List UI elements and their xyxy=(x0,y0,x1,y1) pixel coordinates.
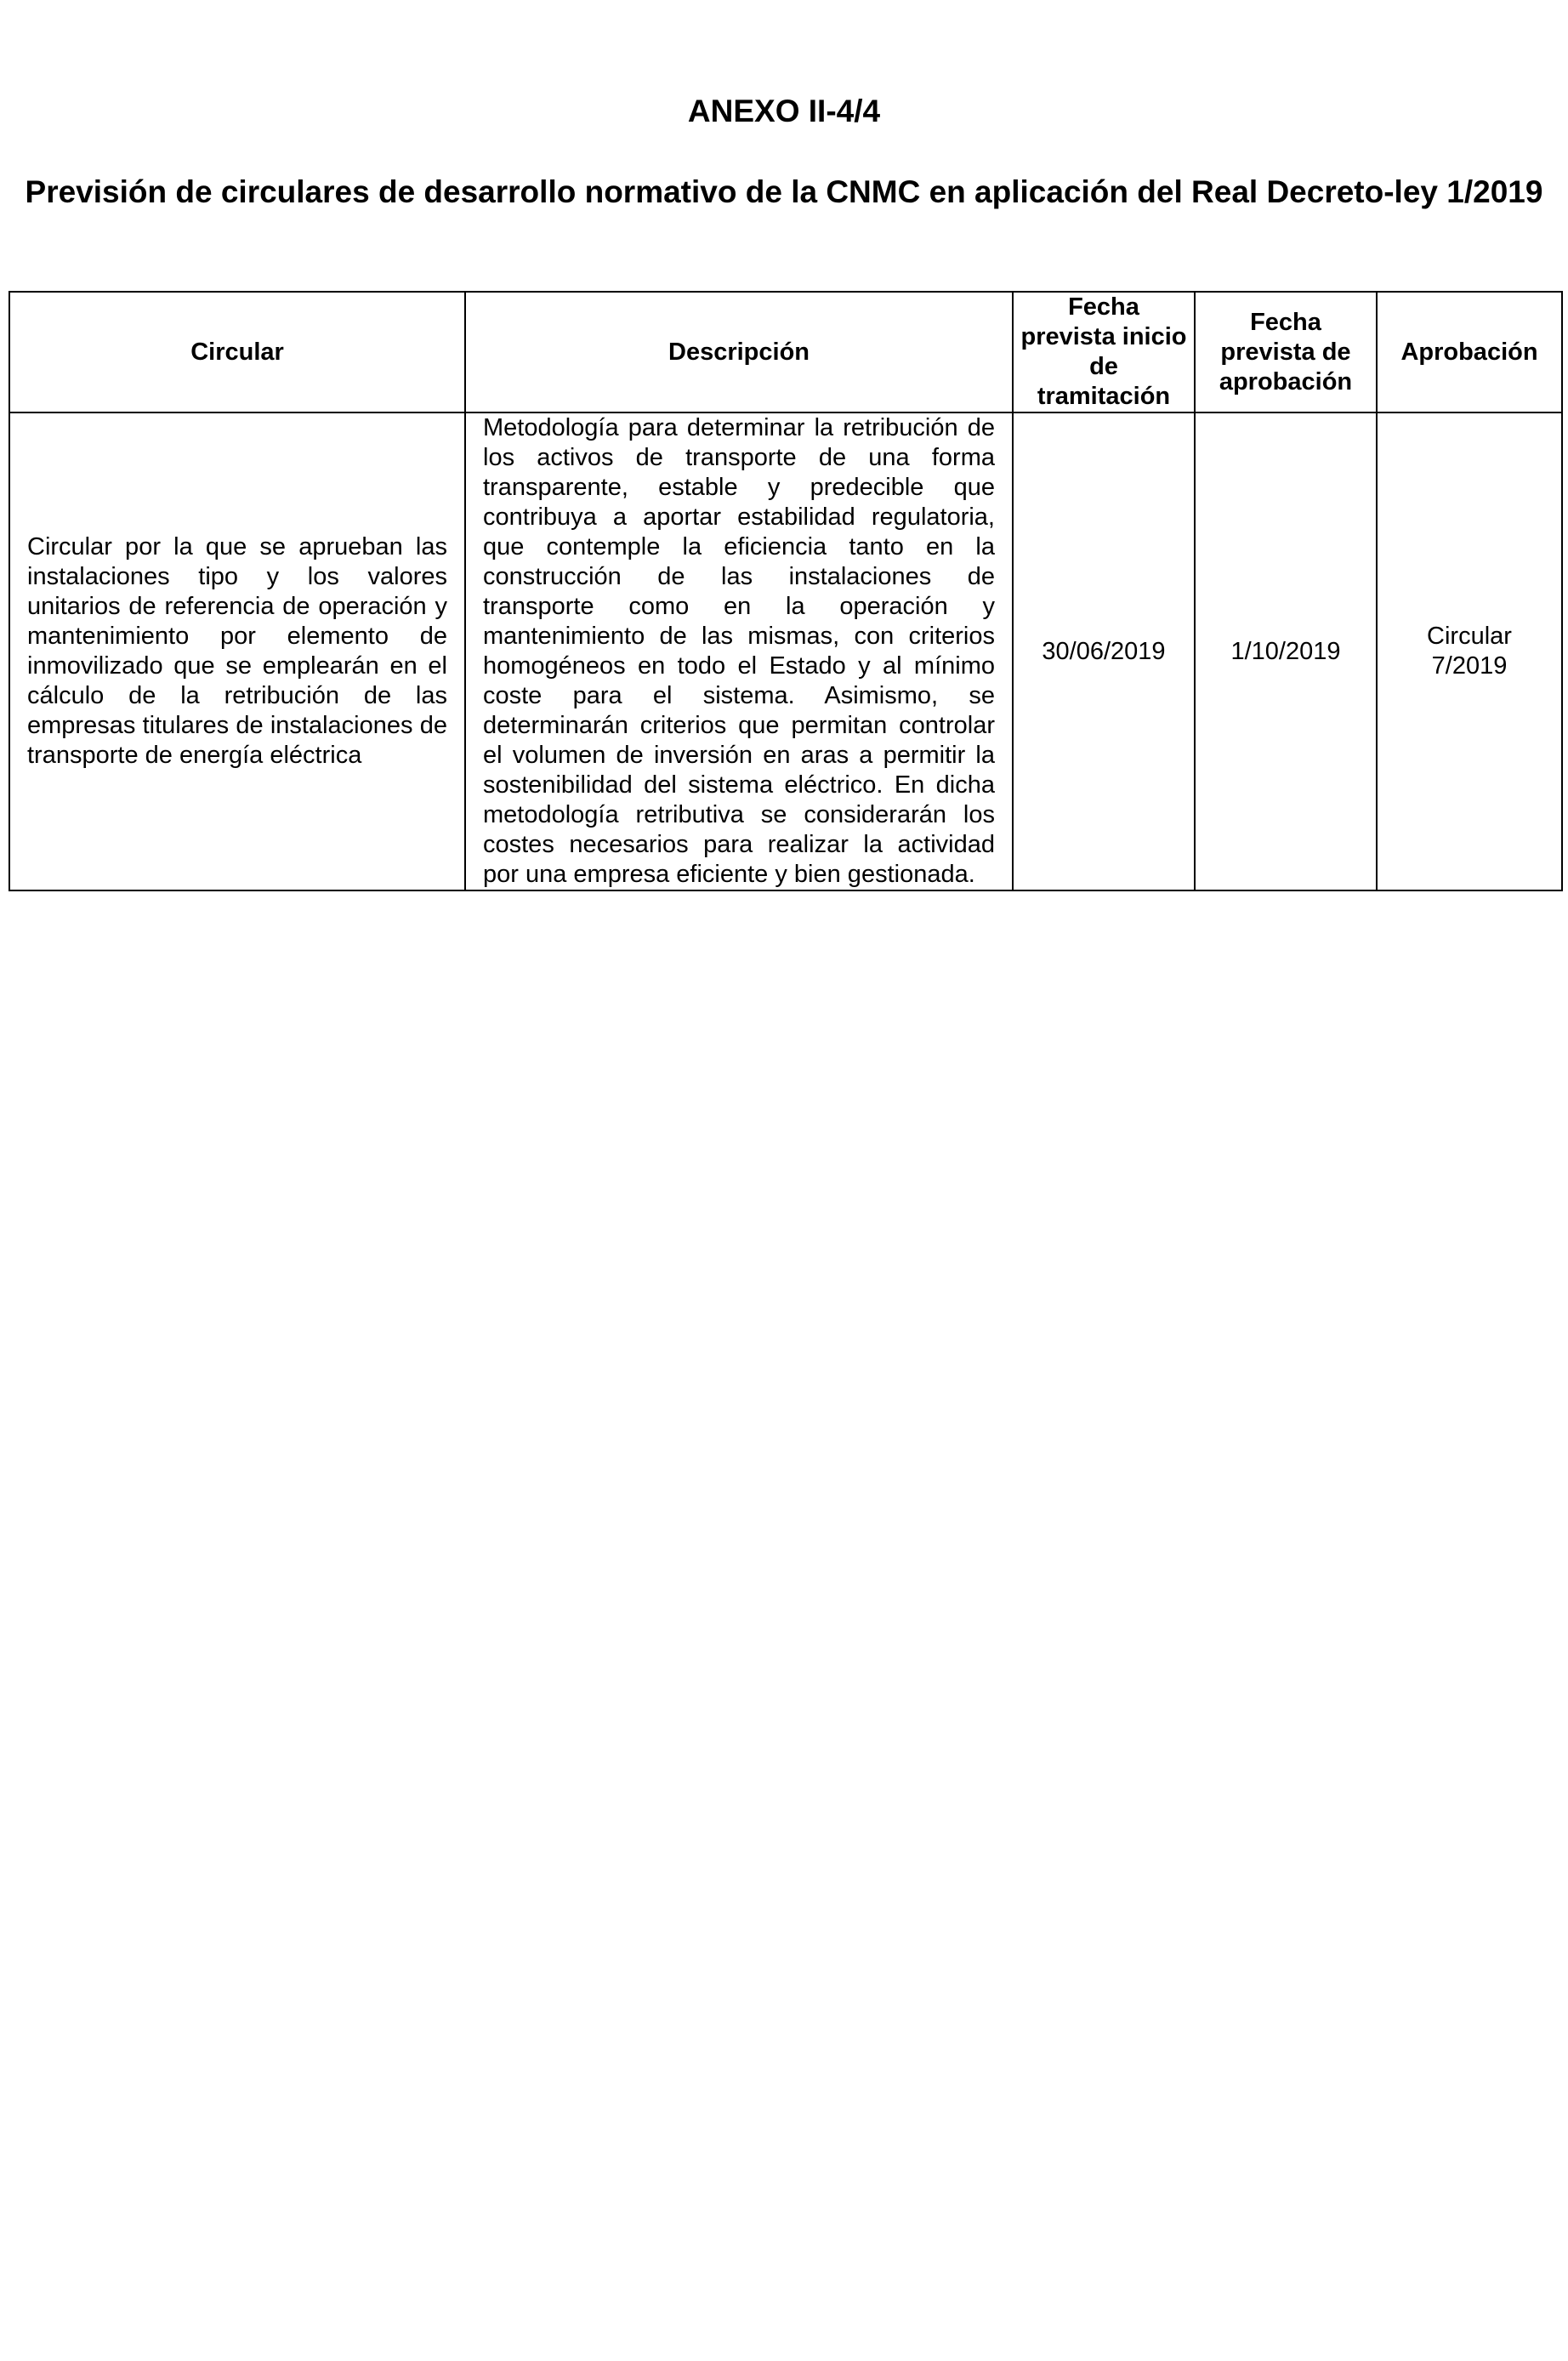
cell-circular: Circular por la que se aprueban las instalaciones tipo y los valores unitarios de referencia de operación y mantenimiento por elemento de inmovilizado que se emplearán en el cálculo de la retribución de las empresas titulares de instalaciones de transporte de energía eléctrica xyxy=(9,412,465,890)
cell-aprobacion: Circular 7/2019 xyxy=(1377,412,1562,890)
header-fecha-aprobacion: Fecha prevista de aprobación xyxy=(1195,292,1377,412)
header-descripcion: Descripción xyxy=(465,292,1013,412)
header-fecha-inicio: Fecha prevista inicio de tramitación xyxy=(1013,292,1195,412)
annex-title: ANEXO II-4/4 xyxy=(687,94,881,128)
table-header-row xyxy=(9,292,1562,412)
header-aprobacion: Aprobación xyxy=(1377,292,1562,412)
document-title: Previsión de circulares de desarrollo normativo de la CNMC en aplicación del Real Decreto-ley 1/2019 xyxy=(25,174,1543,209)
table-row xyxy=(9,412,1562,890)
cell-fecha-aprobacion: 1/10/2019 xyxy=(1195,412,1377,890)
circulares-table xyxy=(9,291,1563,891)
cell-fecha-inicio: 30/06/2019 xyxy=(1013,412,1195,890)
header-circular: Circular xyxy=(9,292,465,412)
cell-descripcion: Metodología para determinar la retribución de los activos de transporte de una forma transparente, estable y predecible que contribuya a aportar estabilidad regulatoria, que contemple la eficiencia tanto en la construcción de las instalaciones de transporte como en la operación y mantenimiento de las mismas, con criterios homogéneos en todo el Estado y al mínimo coste para el sistema. Asimismo, se determinarán criterios que permitan controlar el volumen de inversión en aras a permitir la sostenibilidad del sistema eléctrico. En dicha metodología retributiva se considerarán los costes necesarios para realizar la actividad por una empresa eficiente y bien gestionada. xyxy=(465,412,1013,890)
